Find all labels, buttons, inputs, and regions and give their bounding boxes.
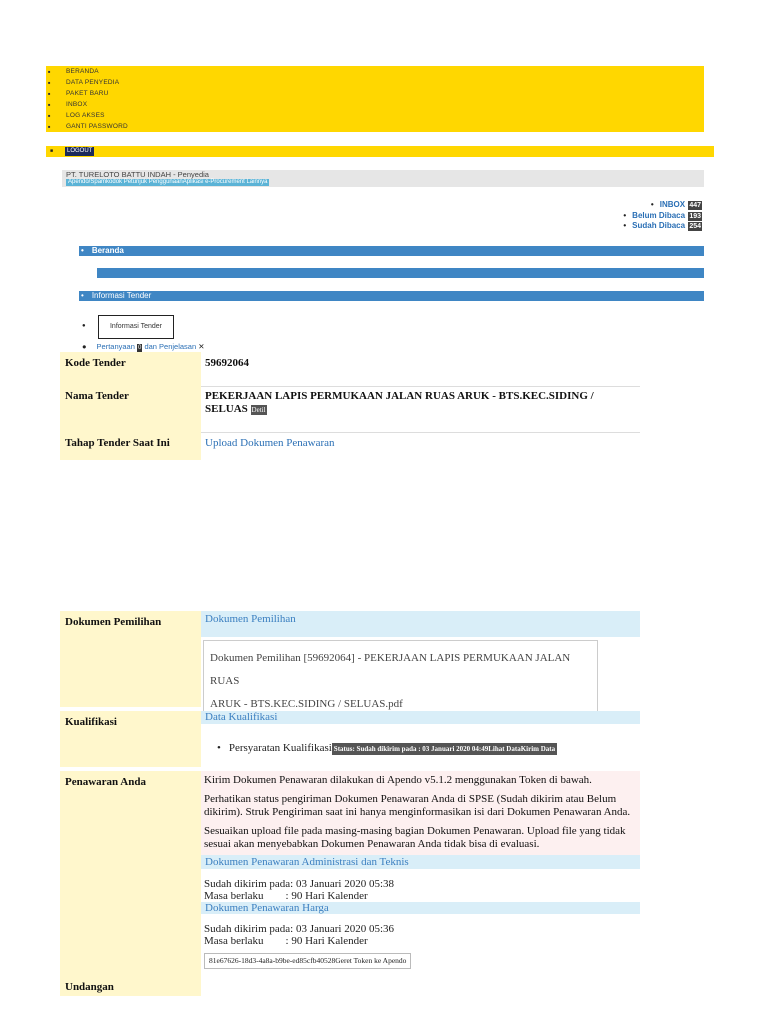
value-kode-tender: 59692064 [205,357,249,369]
label-penawaran: Penawaran Anda [60,771,201,976]
label-nama-tender: Nama Tender [60,385,201,432]
nav-data-penyedia[interactable]: ■ DATA PENYEDIA [66,77,704,88]
harga-header: Dokumen Penawaran Harga [201,902,640,914]
tab-informasi-tender[interactable]: Informasi Tender [98,315,174,339]
bullet-icon: ● [82,323,86,329]
row-kualifikasi [60,711,640,771]
dokumen-pemilihan-cell [201,611,640,710]
logout-button[interactable]: LOGOUT [67,148,93,154]
read-link[interactable]: • Sudah Dibaca 254 [623,221,701,230]
admin-teknis-info: Sudah dikirim pada: 03 Januari 2020 05:38 Masa berlaku : 90 Hari Kalender [204,878,395,902]
label-undangan: Undangan [60,976,201,996]
row-penawaran [60,771,640,976]
breadcrumb-spacer [97,268,704,278]
row-undangan [60,976,201,996]
provider-name: PT. TURELOTO BATTU INDAH - Penyedia [66,170,209,179]
close-icon[interactable]: ✕ [198,342,205,351]
kualifikasi-header: Data Kualifikasi [201,711,640,724]
harga-info: Sudah dikirim pada: 03 Januari 2020 05:36 Masa berlaku : 90 Hari Kalender [204,923,395,947]
logout-bar [46,146,714,157]
bullet-icon: • [81,246,84,255]
inbox-link[interactable]: • INBOX 447 [650,200,701,209]
label-kode-tender: Kode Tender [60,352,201,385]
top-navigation [46,66,704,132]
breadcrumb-informasi-tender[interactable]: • Informasi Tender [79,291,704,301]
provider-strip [62,170,704,187]
inbox-summary [623,200,702,232]
question-count-badge: 0 [138,345,142,351]
label-tahap-tender: Tahap Tender Saat Ini [60,432,201,460]
bullet-icon: • [623,210,627,220]
value-tahap-tender[interactable]: Upload Dokumen Penawaran [205,437,335,449]
value-nama-tender: PEKERJAAN LAPIS PERMUKAAN JALAN RUAS ARUK - BTS.KEC.SIDING / SELUAS Detil [205,390,594,415]
label-dokumen-pemilihan: Dokumen Pemilihan [60,611,201,707]
bullet-icon: • [81,291,84,300]
bullet-icon: ■ [50,148,54,154]
penawaran-cell [201,771,640,969]
kualifikasi-cell [201,711,640,754]
kualifikasi-item: • Persyaratan Kualifikasi Status: Sudah dikirim pada : 03 Januari 2020 04:49Lihat DataKirim Data [217,742,556,754]
breadcrumb-beranda[interactable]: • Beranda [79,246,704,256]
unread-link[interactable]: • Belum Dibaca 193 [623,210,701,220]
bullet-icon: ● [82,342,87,351]
penawaran-note: Sesuaikan upload file pada masing-masing bagian Dokumen Penawaran. Upload file yang tidak sesuai akan menyebabkan Dokumen Penawaran Anda tidak bisa di evaluasi. [204,825,626,850]
tab-pertanyaan[interactable]: ● Pertanyaan 0 dan Penjelasan ✕ [82,342,205,351]
bullet-icon: • [650,200,654,209]
penawaran-note: Perhatikan status pengiriman Dokumen Penawaran Anda di SPSE (Sudah dikirim atau Belum dikirim). Struk Pengiriman saat ini hanya menginformasikan isi dari Dokumen Penawaran Anda. [204,793,631,818]
bullet-icon: • [623,221,627,230]
nav-log-akses[interactable]: ■ LOG AKSES [66,110,704,121]
nav-paket-baru[interactable]: ■ PAKET BARU [66,88,704,99]
dokumen-pemilihan-file-link[interactable]: Dokumen Pemilihan [59692064] - PEKERJAAN LAPIS PERMUKAAN JALAN RUAS ARUK - BTS.KEC.SIDING / SELUAS.pdf [203,640,598,723]
read-count-badge: 254 [689,223,701,230]
token-wrapper [201,947,640,969]
dokumen-pemilihan-header: Dokumen Pemilihan [201,611,640,637]
nav-ganti-password[interactable]: ■ GANTI PASSWORD [66,121,704,132]
admin-teknis-header: Dokumen Penawaran Administrasi dan Teknis [201,855,640,869]
token-drag-handle[interactable]: 81e67626-18d3-4a8a-b9be-ed85cfb40528Geret Token ke Apendo [204,953,411,969]
nav-inbox[interactable]: ■ INBOX [66,99,704,110]
provider-links[interactable]: Apendo/Spamkodok Petunjuk PenggunaanAplikasi e-Procurement Lainnya [68,179,268,185]
bullet-icon: • [217,742,221,754]
kualifikasi-status-bar[interactable]: Status: Sudah dikirim pada : 03 Januari 2020 04:49Lihat DataKirim Data [333,745,556,753]
penawaran-note: Kirim Dokumen Penawaran dilakukan di Apendo v5.1.2 menggunakan Token di bawah. [204,774,592,786]
penawaran-notes [201,771,640,855]
unread-count-badge: 193 [689,212,701,220]
row-dokumen-pemilihan [60,611,640,710]
label-kualifikasi: Kualifikasi [60,711,201,767]
nav-beranda[interactable]: ■ BERANDA [66,66,704,77]
inbox-count-badge: 447 [689,202,701,209]
detil-button[interactable]: Detil [251,406,266,414]
